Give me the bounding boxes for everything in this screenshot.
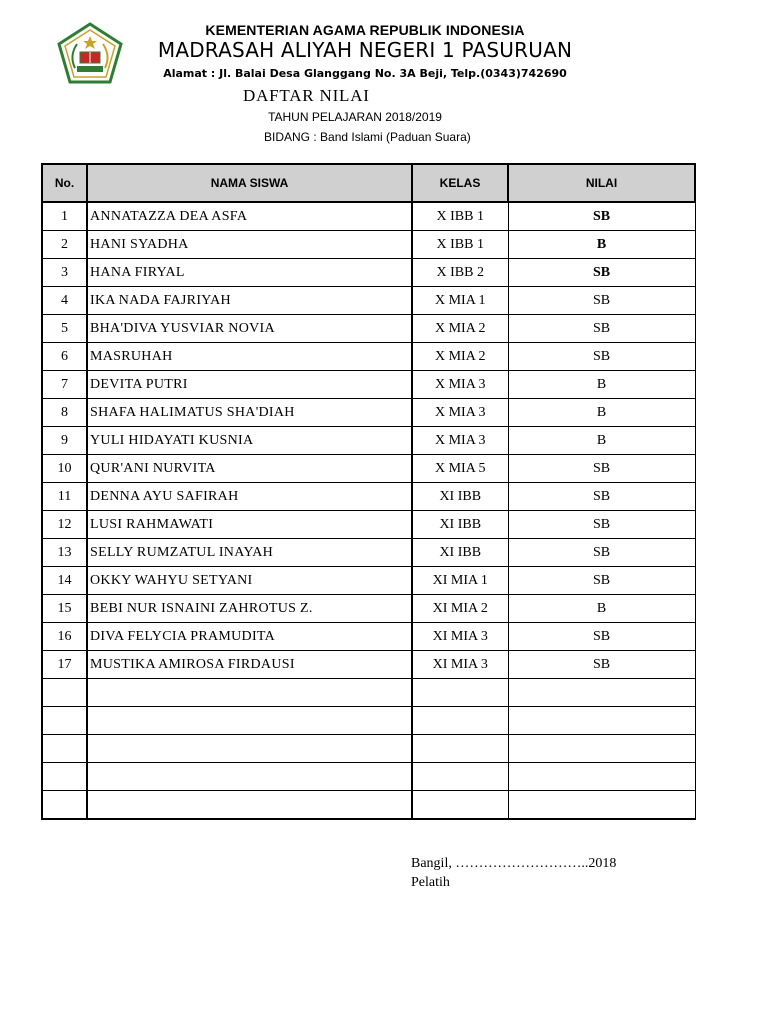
row-number: 12 bbox=[42, 511, 87, 539]
student-name: MASRUHAH bbox=[87, 343, 412, 371]
student-class: XI MIA 3 bbox=[412, 623, 508, 651]
student-class: XI IBB bbox=[412, 539, 508, 567]
student-grade: SB bbox=[508, 623, 695, 651]
signature-place-date: Bangil, ………………………..2018 bbox=[411, 856, 617, 871]
student-grade: B bbox=[508, 399, 695, 427]
student-grade bbox=[508, 707, 695, 735]
row-number bbox=[42, 763, 87, 791]
table-row bbox=[42, 202, 695, 231]
student-grade: SB bbox=[508, 343, 695, 371]
student-class: X MIA 2 bbox=[412, 343, 508, 371]
student-grade: B bbox=[508, 595, 695, 623]
student-class bbox=[412, 679, 508, 707]
student-name: MUSTIKA AMIROSA FIRDAUSI bbox=[87, 651, 412, 679]
student-grade: SB bbox=[508, 202, 695, 231]
row-number bbox=[42, 791, 87, 820]
student-grade: B bbox=[508, 427, 695, 455]
ministry-emblem-icon bbox=[55, 22, 125, 86]
student-name: IKA NADA FAJRIYAH bbox=[87, 287, 412, 315]
row-number bbox=[42, 679, 87, 707]
student-grade: B bbox=[508, 371, 695, 399]
table-row bbox=[42, 315, 695, 343]
row-number: 8 bbox=[42, 399, 87, 427]
ministry-name: KEMENTERIAN AGAMA REPUBLIK INDONESIA bbox=[205, 22, 525, 38]
header-no: No. bbox=[42, 164, 87, 202]
table-row bbox=[42, 707, 695, 735]
table-row bbox=[42, 735, 695, 763]
school-address: Alamat : Jl. Balai Desa Glanggang No. 3A Beji, Telp.(0343)742690 bbox=[163, 67, 567, 80]
student-name: BHA'DIVA YUSVIAR NOVIA bbox=[87, 315, 412, 343]
student-class: X IBB 1 bbox=[412, 202, 508, 231]
student-class: X MIA 1 bbox=[412, 287, 508, 315]
row-number: 3 bbox=[42, 259, 87, 287]
row-number: 13 bbox=[42, 539, 87, 567]
table-row bbox=[42, 287, 695, 315]
student-name: DEVITA PUTRI bbox=[87, 371, 412, 399]
student-name: SELLY RUMZATUL INAYAH bbox=[87, 539, 412, 567]
table-row bbox=[42, 455, 695, 483]
student-name bbox=[87, 735, 412, 763]
table-row bbox=[42, 679, 695, 707]
row-number bbox=[42, 735, 87, 763]
student-grade: SB bbox=[508, 455, 695, 483]
row-number: 5 bbox=[42, 315, 87, 343]
table-row bbox=[42, 371, 695, 399]
table-row bbox=[42, 567, 695, 595]
student-class: X MIA 3 bbox=[412, 427, 508, 455]
row-number bbox=[42, 707, 87, 735]
row-number: 10 bbox=[42, 455, 87, 483]
school-name: MADRASAH ALIYAH NEGERI 1 PASURUAN bbox=[157, 38, 573, 62]
student-name: DENNA AYU SAFIRAH bbox=[87, 483, 412, 511]
academic-year: TAHUN PELAJARAN 2018/2019 bbox=[268, 110, 442, 124]
student-grade bbox=[508, 791, 695, 820]
student-name: OKKY WAHYU SETYANI bbox=[87, 567, 412, 595]
row-number: 11 bbox=[42, 483, 87, 511]
table-row bbox=[42, 399, 695, 427]
table-row bbox=[42, 595, 695, 623]
row-number: 16 bbox=[42, 623, 87, 651]
student-grade: SB bbox=[508, 259, 695, 287]
student-class bbox=[412, 763, 508, 791]
student-class: X IBB 1 bbox=[412, 231, 508, 259]
student-grade: B bbox=[508, 231, 695, 259]
student-class: XI MIA 2 bbox=[412, 595, 508, 623]
table-row bbox=[42, 791, 695, 820]
row-number: 6 bbox=[42, 343, 87, 371]
row-number: 1 bbox=[42, 202, 87, 231]
student-grade: SB bbox=[508, 567, 695, 595]
student-name: ANNATAZZA DEA ASFA bbox=[87, 202, 412, 231]
student-name bbox=[87, 707, 412, 735]
student-grade: SB bbox=[508, 511, 695, 539]
student-grade: SB bbox=[508, 539, 695, 567]
table-row bbox=[42, 343, 695, 371]
document-title: DAFTAR NILAI bbox=[243, 86, 370, 105]
student-name: LUSI RAHMAWATI bbox=[87, 511, 412, 539]
table-row bbox=[42, 623, 695, 651]
student-class: XI IBB bbox=[412, 511, 508, 539]
row-number: 4 bbox=[42, 287, 87, 315]
student-grade bbox=[508, 679, 695, 707]
header-kelas: KELAS bbox=[412, 164, 508, 202]
student-class: X MIA 3 bbox=[412, 399, 508, 427]
student-name bbox=[87, 791, 412, 820]
student-class: X MIA 5 bbox=[412, 455, 508, 483]
table-row bbox=[42, 539, 695, 567]
student-name: YULI HIDAYATI KUSNIA bbox=[87, 427, 412, 455]
student-name: SHAFA HALIMATUS SHA'DIAH bbox=[87, 399, 412, 427]
student-name bbox=[87, 763, 412, 791]
row-number: 7 bbox=[42, 371, 87, 399]
table-row bbox=[42, 651, 695, 679]
student-name: QUR'ANI NURVITA bbox=[87, 455, 412, 483]
header-nilai: NILAI bbox=[508, 164, 695, 202]
row-number: 17 bbox=[42, 651, 87, 679]
header-name: NAMA SISWA bbox=[87, 164, 412, 202]
row-number: 9 bbox=[42, 427, 87, 455]
student-class: X MIA 2 bbox=[412, 315, 508, 343]
student-grade bbox=[508, 763, 695, 791]
table-row bbox=[42, 763, 695, 791]
student-class: XI MIA 1 bbox=[412, 567, 508, 595]
signature-role: Pelatih bbox=[411, 875, 450, 890]
student-grade: SB bbox=[508, 315, 695, 343]
student-name: DIVA FELYCIA PRAMUDITA bbox=[87, 623, 412, 651]
table-row bbox=[42, 483, 695, 511]
student-class bbox=[412, 707, 508, 735]
student-class: XI IBB bbox=[412, 483, 508, 511]
table-header-row bbox=[42, 164, 695, 202]
student-name: BEBI NUR ISNAINI ZAHROTUS Z. bbox=[87, 595, 412, 623]
student-class: X IBB 2 bbox=[412, 259, 508, 287]
row-number: 15 bbox=[42, 595, 87, 623]
student-class bbox=[412, 735, 508, 763]
student-class bbox=[412, 791, 508, 820]
student-name: HANA FIRYAL bbox=[87, 259, 412, 287]
grades-table bbox=[41, 163, 696, 820]
student-class: XI MIA 3 bbox=[412, 651, 508, 679]
table-row bbox=[42, 427, 695, 455]
student-grade: SB bbox=[508, 287, 695, 315]
student-grade: SB bbox=[508, 483, 695, 511]
student-grade bbox=[508, 735, 695, 763]
table-row bbox=[42, 259, 695, 287]
student-class: X MIA 3 bbox=[412, 371, 508, 399]
row-number: 14 bbox=[42, 567, 87, 595]
field-of-study: BIDANG : Band Islami (Paduan Suara) bbox=[264, 130, 471, 144]
table-row bbox=[42, 231, 695, 259]
table-row bbox=[42, 511, 695, 539]
student-name: HANI SYADHA bbox=[87, 231, 412, 259]
row-number: 2 bbox=[42, 231, 87, 259]
student-grade: SB bbox=[508, 651, 695, 679]
student-name bbox=[87, 679, 412, 707]
